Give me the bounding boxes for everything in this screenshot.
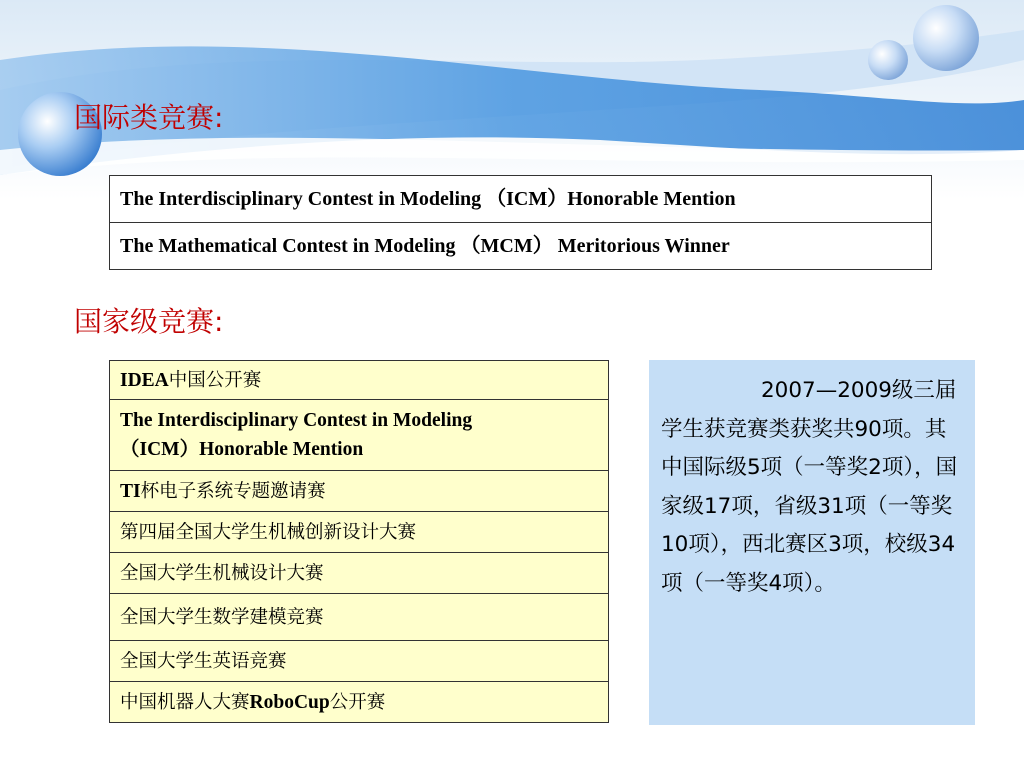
cell-han: 公开赛: [329, 691, 386, 713]
sphere-icon: [913, 5, 979, 71]
table-row: [110, 512, 609, 553]
cell-latin: RoboCup: [249, 691, 330, 713]
national-contests-table: [109, 360, 609, 723]
international-contests-table: [109, 175, 932, 270]
summary-box: [649, 360, 975, 725]
table-row: [110, 641, 609, 682]
table-cell: [110, 682, 609, 723]
international-heading: 国际类竞赛:: [74, 101, 224, 134]
cell-han: 中国机器人大赛: [120, 691, 250, 713]
table-cell: 全国大学生数学建模竞赛: [110, 594, 609, 641]
cell-line: （ICM）Honorable Mention: [120, 439, 364, 460]
cell-han: 中国公开赛: [168, 369, 262, 391]
table-cell: [110, 471, 609, 512]
sphere-icon: [868, 40, 908, 80]
table-cell: [110, 361, 609, 400]
cell-line: The Interdisciplinary Contest in Modeling: [120, 410, 473, 431]
table-cell: The Interdisciplinary Contest in Modeling （ICM）Honorable Mention: [110, 176, 932, 223]
cell-latin: TI: [120, 480, 141, 502]
table-cell: 全国大学生机械设计大赛: [110, 553, 609, 594]
table-row: [110, 682, 609, 723]
cell-latin: IDEA: [120, 369, 169, 391]
summary-text: 2007—2009级三届学生获竞赛类获奖共90项。其中国际级5项（一等奖2项），国家级17项，省级31项（一等奖10项），西北赛区3项，校级34项（一等奖4项）。: [661, 378, 958, 596]
table-row: [110, 594, 609, 641]
table-cell: The Mathematical Contest in Modeling （MCM） Meritorious Winner: [110, 223, 932, 270]
table-row: [110, 471, 609, 512]
table-cell: 第四届全国大学生机械创新设计大赛: [110, 512, 609, 553]
table-row: [110, 553, 609, 594]
table-cell: 全国大学生英语竞赛: [110, 641, 609, 682]
table-cell: [110, 400, 609, 471]
table-row: [110, 400, 609, 471]
table-row: [110, 176, 932, 223]
national-heading: 国家级竞赛:: [74, 305, 224, 338]
table-row: [110, 223, 932, 270]
cell-han: 杯电子系统专题邀请赛: [140, 480, 326, 502]
table-row: [110, 361, 609, 400]
